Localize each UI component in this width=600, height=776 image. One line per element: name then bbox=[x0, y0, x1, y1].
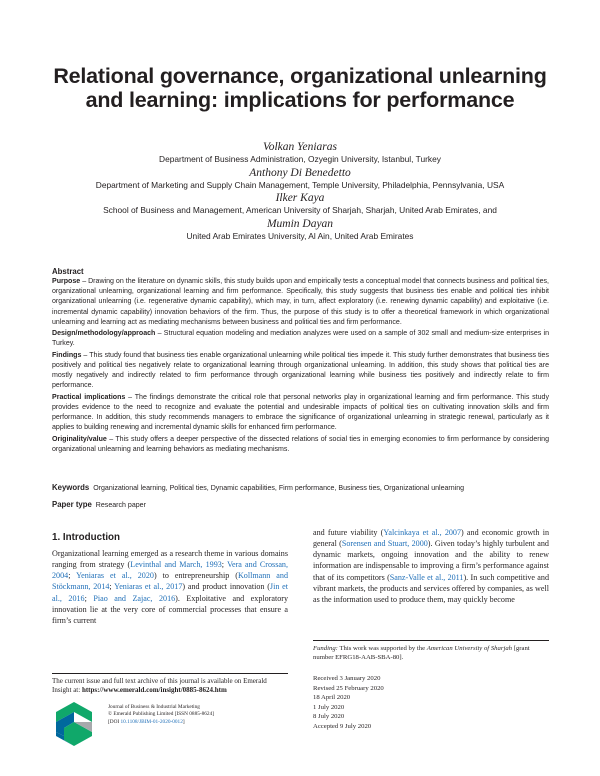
body-text: ). In such competitive and vibrant markets, the products and services offered by companies, as well as the information used to produce them, may quickly become bbox=[313, 572, 549, 604]
doi-link[interactable]: 10.1108/JBIM-01-2020-0012 bbox=[120, 718, 183, 725]
body-text: ; bbox=[84, 593, 94, 603]
funding-sponsor: American University of Sharjah bbox=[426, 645, 513, 652]
history-date: 1 July 2020 bbox=[313, 703, 345, 711]
section-heading-introduction: 1. Introduction bbox=[52, 532, 121, 543]
archive-notice bbox=[52, 677, 282, 695]
body-text: ) to entrepreneurship ( bbox=[153, 571, 238, 581]
section-text: – Structural equation modeling and mediation analyzes were used on a sample of 302 small and medium-size enterprises in Turkey. bbox=[52, 330, 549, 348]
funding-note bbox=[313, 644, 549, 662]
article-title: Relational governance, organizational unlearning and learning: implications for performance bbox=[53, 64, 547, 112]
paper-type bbox=[52, 500, 549, 511]
author-name: Anthony Di Benedetto bbox=[249, 166, 351, 179]
funding-text: [grant number EFRG18-AAB-SBA-80]. bbox=[313, 645, 530, 661]
history-date: 8 July 2020 bbox=[313, 713, 345, 721]
body-text: ; bbox=[68, 571, 77, 581]
section-label: Findings bbox=[52, 351, 82, 359]
abstract-heading: Abstract bbox=[52, 267, 84, 276]
citation-link[interactable]: Kollmann and Stöckmann, 2014 bbox=[52, 571, 288, 592]
doi-prefix: [DOI bbox=[108, 718, 121, 725]
abstract-purpose bbox=[52, 277, 549, 328]
author-affiliation: United Arab Emirates University, Al Ain, United Arab Emirates bbox=[186, 230, 414, 241]
archive-url-link[interactable]: https://www.emerald.com/insight/0885-8624.htm bbox=[81, 686, 227, 694]
article-history bbox=[313, 674, 549, 732]
citation-link[interactable]: Vera and Crossan, 2004 bbox=[52, 560, 289, 581]
section-label: Purpose bbox=[52, 278, 81, 285]
section-label: Design/methodology/approach bbox=[52, 330, 156, 338]
citation-link[interactable]: Yalcinkaya et al., 2007 bbox=[383, 528, 462, 537]
journal-doi bbox=[108, 719, 288, 726]
author-affiliation: Department of Marketing and Supply Chain Management, Temple University, Philadelphia, Pennsylvania, USA bbox=[95, 179, 505, 190]
body-text: and future viability ( bbox=[313, 528, 384, 537]
author-affiliation: School of Business and Management, American University of Sharjah, Sharjah, United Arab Emirates, and bbox=[103, 205, 497, 215]
body-text: ) and product innovation ( bbox=[182, 582, 270, 592]
funding-label: Funding: bbox=[313, 645, 338, 652]
section-label: Practical implications bbox=[52, 393, 126, 401]
paper-type-label: Paper type bbox=[52, 500, 92, 509]
section-text: – This study offers a deeper perspective of the dissected relations of social ties in emerging economies to firm performance by considering organizational unlearning and learning behaviors as mediating mechanisms. bbox=[52, 435, 549, 453]
journal-copyright: © Emerald Publishing Limited [ISSN 0885-8624] bbox=[108, 711, 214, 718]
keywords bbox=[52, 483, 549, 494]
section-text: – This study found that business ties enable organizational unlearning while political ties impede it. This study further demonstrates that business ties positively and political ties negatively relate to organizational learning through organizational unlearning. In addition, this study shows that political ties are mostly negatively and indirectly related to firm performance through organizational learning while business ties positively and indirectly relate to firm performance. bbox=[52, 351, 549, 390]
history-date: Received 3 January 2020 bbox=[313, 675, 381, 682]
citation-link[interactable]: Levinthal and March, 1993 bbox=[130, 560, 222, 570]
author-block bbox=[30, 141, 570, 243]
body-text: ; bbox=[109, 582, 115, 592]
author-name: Volkan Yeniaras bbox=[262, 141, 337, 153]
citation-link[interactable]: Yeniaras et al., 2020 bbox=[76, 571, 154, 581]
journal-name: Journal of Business & Industrial Marketing bbox=[108, 704, 200, 710]
history-date: 18 April 2020 bbox=[313, 694, 351, 702]
section-text: – Drawing on the literature on dynamic skills, this study builds upon and empirically tests a conceptual model that connects business and political ties, organizational unlearning, organizational learning and firm performance. Specifically, this study suggests that business ties enable and political ties inhibit organizational unlearning (i.e. regenerative dynamic capability), which may, in turn, affect exploratory (i.e. renewing dynamic capability) and exploitative (i.e. incremental dynamic capability) innovation behaviors of the firm. Thus, the purpose of this study is to offer a theoretical framework in which organizational unlearning and learning act as mediating mechanisms between business and political ties and firm performance. bbox=[52, 278, 549, 326]
body-text: ; bbox=[221, 560, 228, 570]
abstract-practical-implications bbox=[52, 393, 549, 434]
section-text: – The findings demonstrate the critical role that personal networks play in organizational learning and firm performance. This study provides evidence to the need to recognize and evaluate the potential and undesirable impacts of political ties on cultivating innovation skills and firm performance. In addition, this study recommends managers to embrace the significance of organizational unlearning in strategic renewal, particularly as it applies to building renewing and incremental dynamic skills for enhanced firm performance. bbox=[52, 393, 549, 432]
journal-info bbox=[108, 704, 288, 726]
footnote-divider bbox=[52, 673, 288, 674]
keywords-text: Organizational learning, Political ties, Dynamic capabilities, Firm performance, Business ties, Organizational unlearning bbox=[93, 485, 465, 492]
doi-suffix: ] bbox=[182, 718, 185, 725]
citation-link[interactable]: Piao and Zajac, 2016 bbox=[93, 593, 176, 603]
abstract-design bbox=[52, 329, 549, 349]
body-text: ) and economic growth in general ( bbox=[313, 528, 549, 549]
author-name: Mumin Dayan bbox=[266, 217, 334, 230]
author-name: Ilker Kaya bbox=[275, 192, 325, 204]
citation-link[interactable]: Yeniaras et al., 2017 bbox=[114, 582, 183, 592]
citation-link[interactable]: Jin et al., 2016 bbox=[52, 582, 288, 603]
emerald-logo-icon bbox=[52, 700, 96, 748]
abstract-findings bbox=[52, 351, 549, 392]
citation-link[interactable]: Sanz-Valle et al., 2011 bbox=[389, 572, 464, 582]
body-text: Organizational learning emerged as a research theme in various domains ranging from strategy ( bbox=[52, 549, 288, 570]
funding-divider bbox=[313, 640, 549, 641]
author-affiliation: Department of Business Administration, Ozyegin University, Istanbul, Turkey bbox=[159, 154, 441, 164]
history-date: Accepted 9 July 2020 bbox=[313, 722, 372, 730]
body-text: ). Exploitative and exploratory innovation lie at the very core of commercial processes that ensure a firm’s current bbox=[52, 593, 288, 625]
history-date: Revised 25 February 2020 bbox=[313, 684, 384, 692]
intro-right-column bbox=[313, 527, 549, 605]
archive-text: The current issue and full text archive of this journal is available on Emerald Insight at: bbox=[52, 677, 267, 694]
paper-type-text: Research paper bbox=[95, 502, 146, 509]
section-label: Originality/value bbox=[52, 435, 107, 443]
intro-left-column bbox=[52, 548, 288, 626]
body-text: ). Given today’s highly turbulent and dynamic markets, ongoing innovation and the ability to renew information are indispensable to improving a firm’s performance against that of its competitors ( bbox=[313, 539, 549, 582]
citation-link[interactable]: Sorensen and Stuart, 2000 bbox=[341, 539, 428, 549]
abstract bbox=[52, 267, 549, 456]
keywords-label: Keywords bbox=[52, 483, 90, 492]
abstract-originality bbox=[52, 435, 549, 455]
funding-text: This work was supported by the bbox=[337, 645, 427, 652]
